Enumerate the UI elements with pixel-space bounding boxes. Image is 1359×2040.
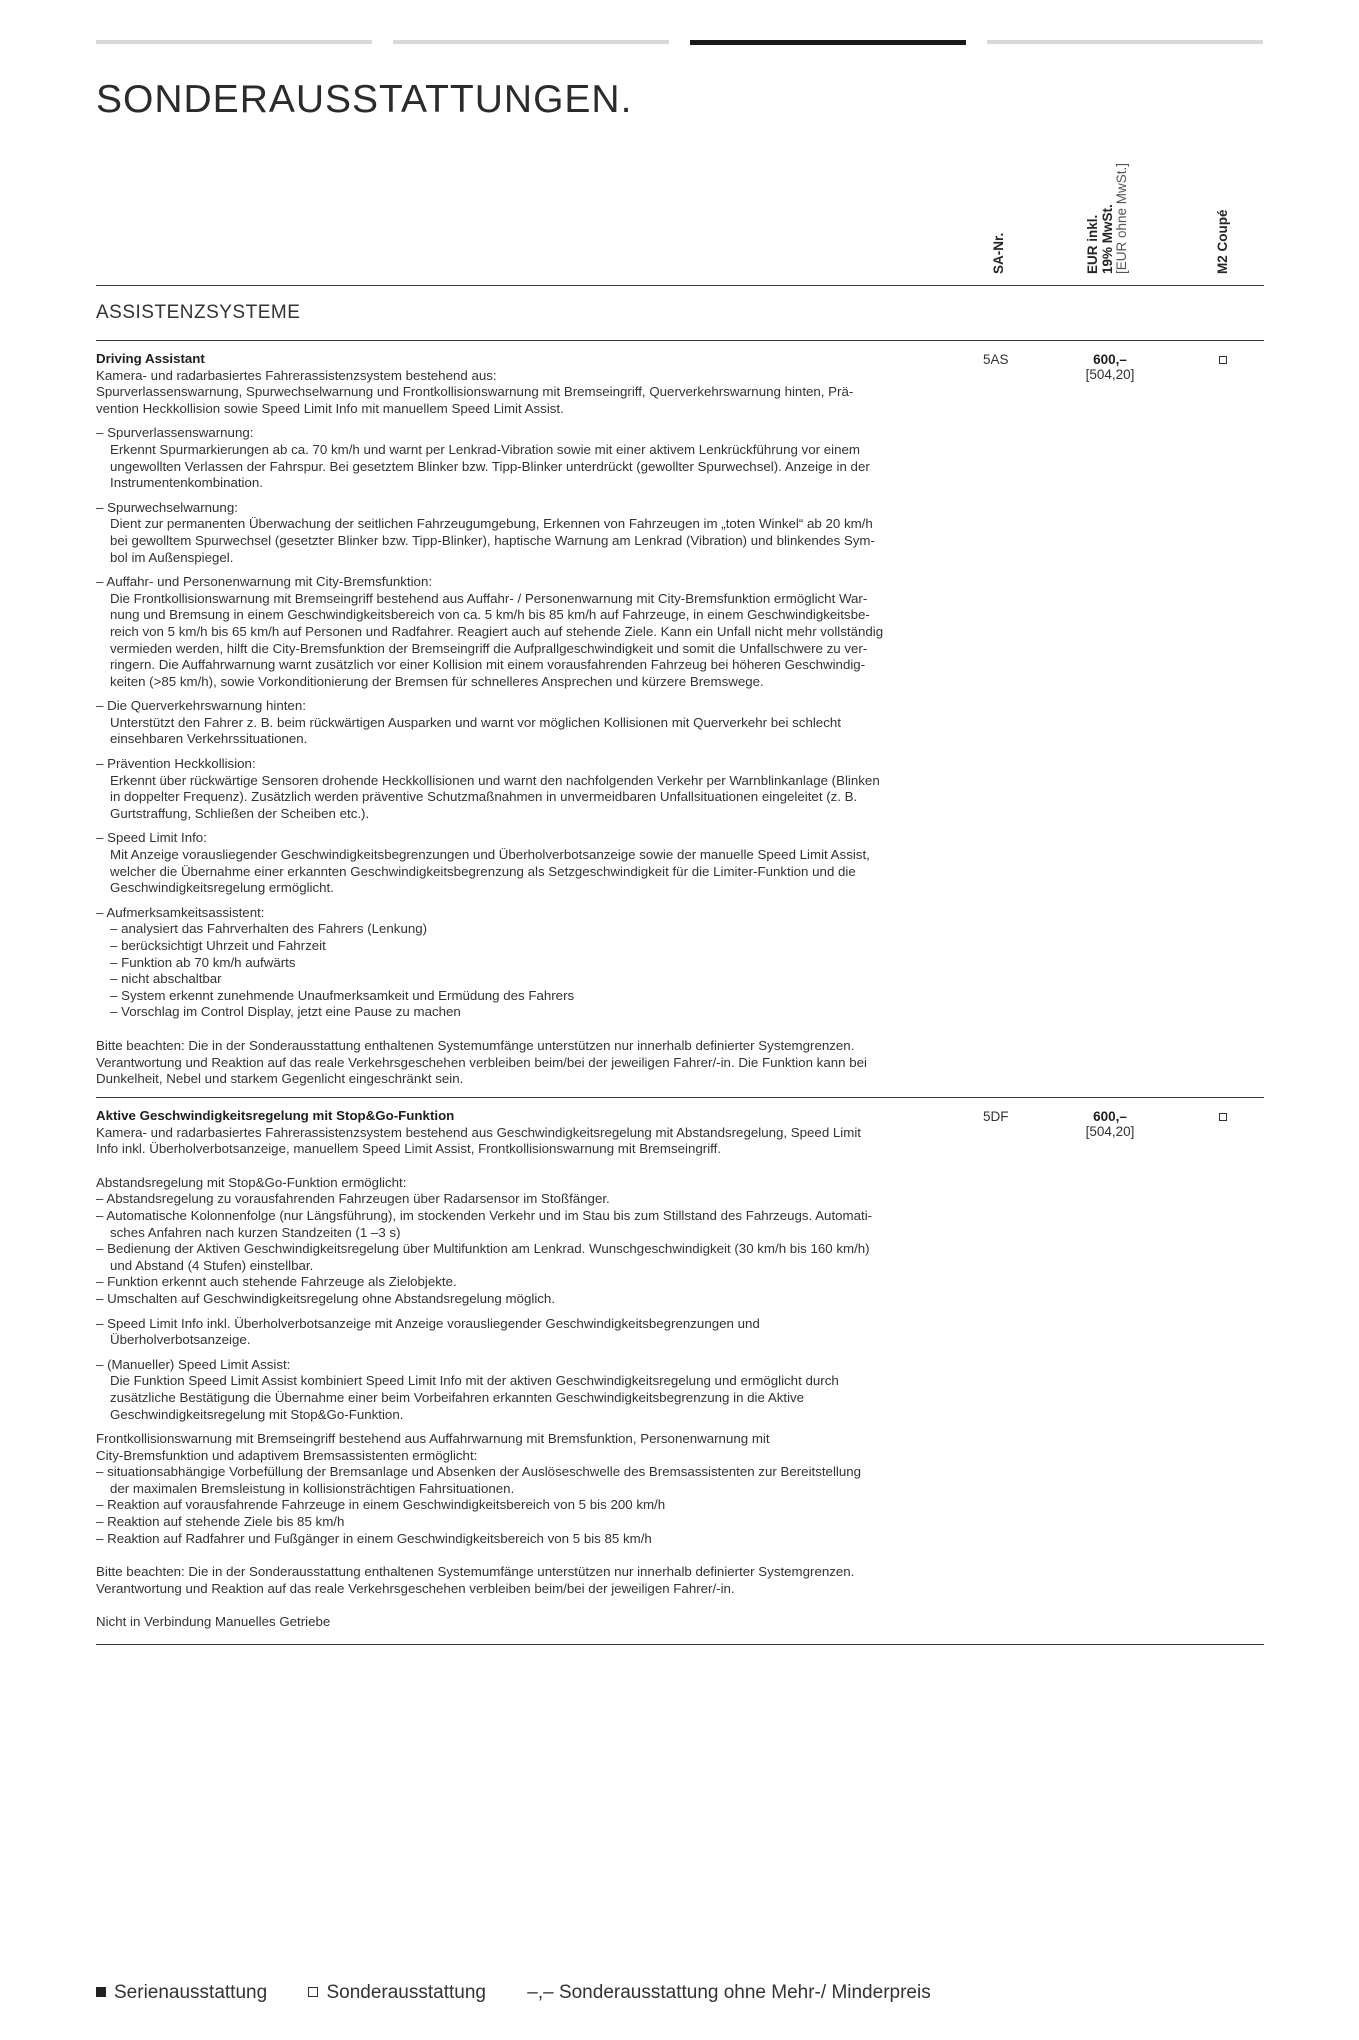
legend bbox=[96, 1982, 967, 2004]
page-title: SONDERAUSSTATTUNGEN. bbox=[96, 78, 633, 121]
item-acc-stop-go-description: Aktive Geschwindigkeitsregelung mit Stop&Go-Funktion Kamera- und radarbasiertes Fahrerassistenzsystem bestehend aus Geschwindigkeitsregelung mit Abstandsregelung, Speed Limit Info inkl. Überholverbotsanzeige, manuellem Speed Limit Assist, Frontkollisionswarnung mit Bremseingriff. Abstandsregelung mit Stop&Go-Funktion ermöglicht: – Abstandsregelung zu vorausfahrenden Fahrzeugen über Radarsensor im Stoßfänger. – Automatische Kolonnenfolge (nur Längsführung), im stockenden Verkehr und im Stau bis zum Stillstand des Fahrzeugs. Automati- sches Anfahren nach kurzen Standzeiten (1 –3 s) – Bedienung der Aktiven Geschwindigkeitsregelung über Multifunktion am Lenkrad. Wunschgeschwindigkeit (30 km/h bis 160 km/h) und Abstand (4 Stufen) einstellbar. – Funktion erkennt auch stehende Fahrzeuge als Zielobjekte. – Umschalten auf Geschwindigkeitsregelung ohne Abstandsregelung möglich. – Speed Limit Info inkl. Überholverbotsanzeige mit Anzeige vorausliegender Geschwindigkeitsbegrenzungen und Überholverbotsanzeige. – (Manueller) Speed Limit Assist: Die Funktion Speed Limit Assist kombiniert Speed Limit Info mit der aktiven Geschwindigkeitsregelung und ermöglicht durch zusätzliche Bestätigung die Übernahme einer beim Vorbeifahren erkannten Geschwindigkeitsbegrenzung in die Aktive Geschwindigkeitsregelung mit Stop&Go-Funktion. Frontkollisionswarnung mit Bremseingriff bestehend aus Auffahrwarnung mit Bremsfunktion, Personenwarnung mit City-Bremsfunktion und adaptivem Bremsassistenten ermöglicht: – situationsabhängige Vorbefüllung der Bremsanlage und Absenken der Auslöseschwelle des Bremsassistenten zur Bereitstellung der maximalen Bremsleistung in kollisionsträchtigen Fahrsituationen. – Reaktion auf vorausfahrende Fahrzeuge in einem Geschwindigkeitsbereich von 5 bis 200 km/h – Reaktion auf stehende Ziele bis 85 km/h – Reaktion auf Radfahrer und Fußgänger in einem Geschwindigkeitsbereich von 5 bis 85 km/h Bitte beachten: Die in der Sonderausstattung enthaltenen Systemumfänge unterstützen nur innerhalb definierter Systemgrenzen. Verantwortung und Reaktion auf das reale Verkehrsgeschehen verbleiben beim/bei der jeweiligen Fahrer/-in. Nicht in Verbindung Manuelles Getriebe bbox=[96, 1108, 956, 1631]
filled-square-icon bbox=[96, 1987, 106, 1997]
item-driving-assistant-description: Driving Assistant Kamera- und radarbasiertes Fahrerassistenzsystem bestehend aus: Spurverlassenswarnung, Spurwechselwarnung und Frontkollisionswarnung mit Bremseingriff, Querverkehrswarnung hinten, Prä- vention Heckkollision sowie Speed Limit Info mit manuellem Speed Limit Assist. – Spurverlassenswarnung: Erkennt Spurmarkierungen ab ca. 70 km/h und warnt per Lenkrad-Vibration sowie mit einer aktivem Lenkrückführung vor einem ungewollten Verlassen der Fahrspur. Bei gesetztem Blinker bzw. Tipp-Blinker unterdrückt (gewollter Spurwechsel). Anzeige in der Instrumentenkombination. – Spurwechselwarnung: Dient zur permanenten Überwachung der seitlichen Fahrzeugumgebung, Erkennen von Fahrzeugen im „toten Winkel“ ab 20 km/h bei gewolltem Spurwechsel (gesetzter Blinker bzw. Tipp-Blinker), haptische Warnung am Lenkrad (Vibration) und blinkendes Sym- bol im Außenspiegel. – Auffahr- und Personenwarnung mit City-Bremsfunktion: Die Frontkollisionswarnung mit Bremseingriff bestehend aus Auffahr- / Personenwarnung mit City-Bremsfunktion ermöglicht War- nung und Bremsung in einem Geschwindigkeitsbereich von ca. 5 km/h bis 85 km/h auf Fahrzeuge, in einem Geschwindigkeitsbe- reich von 5 km/h bis 65 km/h auf Personen und Radfahrer. Reagiert auch auf stehende Ziele. Kann ein Unfall nicht mehr vollständig vermieden werden, hilft die City-Bremsfunktion der Bremseingriff die Aufprallgeschwindigkeit und somit die Unfallschwere zu ver- ringern. Die Auffahrwarnung warnt zusätzlich vor einer Kollision mit einem vorausfahrenden Fahrzeug bei höheren Geschwindig- keiten (>85 km/h), sowie Vorkonditionierung der Bremsen für schnelleres Ansprechen und kürzere Bremswege. – Die Querverkehrswarnung hinten: Unterstützt den Fahrer z. B. beim rückwärtigen Ausparken und warnt vor möglichen Kollisionen mit Querverkehr bei schlecht einsehbaren Verkehrssituationen. – Prävention Heckkollision: Erkennt über rückwärtige Sensoren drohende Heckkollisionen und warnt den nachfolgenden Verkehr per Warnblinkanlage (Blinken in doppelter Frequenz). Zusätzlich werden präventive Schutzmaßnahmen in unvermeidbaren Unfallsituationen eingeleitet (z. B. Gurtstraffung, Schließen der Scheiben etc.). – Speed Limit Info: Mit Anzeige vorausliegender Geschwindigkeitsbegrenzungen und Überholverbotsanzeige sowie der manuelle Speed Limit Assist, welcher die Übernahme einer erkannten Geschwindigkeitsbegrenzung als Setzgeschwindigkeit für die Limiter-Funktion und die Geschwindigkeitsregelung ermöglicht. – Aufmerksamkeitsassistent: – analysiert das Fahrverhalten des Fahrers (Lenkung) – berücksichtigt Uhrzeit und Fahrzeit – Funktion ab 70 km/h aufwärts – nicht abschaltbar – System erkennt zunehmende Unaufmerksamkeit und Ermüdung des Fahrers – Vorschlag im Control Display, jetzt eine Pause zu machen Bitte beachten: Die in der Sonderausstattung enthaltenen Systemumfänge unterstützen nur innerhalb definierter Systemgrenzen. Verantwortung und Reaktion auf das reale Verkehrsgeschehen verbleiben beim/bei der jeweiligen Fahrer/-in. Die Funktion kann bei Dunkelheit, Nebel und starkem Gegenlicht eingeschränkt sein. bbox=[96, 351, 956, 1088]
progress-segment-2 bbox=[393, 40, 669, 44]
page-progress bbox=[96, 40, 1264, 46]
item-sa-nr: 5AS bbox=[983, 352, 1009, 367]
item-name: Driving Assistant bbox=[96, 351, 205, 366]
item-price: 600,– [504,20] bbox=[1085, 352, 1135, 382]
column-header-price: EUR inkl. 19% MwSt. [EUR ohne MwSt.] bbox=[1085, 162, 1129, 274]
optional-equipment-icon bbox=[1219, 356, 1227, 364]
legend-optional: Sonderausstattung bbox=[308, 1982, 486, 2004]
section-title: ASSISTENZSYSTEME bbox=[96, 302, 301, 323]
item-name: Aktive Geschwindigkeitsregelung mit Stop&Go-Funktion bbox=[96, 1108, 455, 1123]
section-rule bbox=[96, 340, 1264, 341]
progress-segment-1 bbox=[96, 40, 372, 44]
header-rule bbox=[96, 285, 1264, 286]
empty-square-icon bbox=[308, 1987, 318, 1997]
legend-standard: Serienausstattung bbox=[96, 1982, 267, 2004]
progress-segment-3-active bbox=[690, 40, 966, 45]
column-header-sa-nr: SA-Nr. bbox=[991, 232, 1006, 274]
end-rule bbox=[96, 1644, 1264, 1645]
column-header-model: M2 Coupé bbox=[1215, 209, 1230, 274]
item-sa-nr: 5DF bbox=[983, 1109, 1009, 1124]
item-price: 600,– [504,20] bbox=[1085, 1109, 1135, 1139]
optional-equipment-icon bbox=[1219, 1113, 1227, 1121]
progress-segment-4 bbox=[987, 40, 1263, 44]
legend-no-charge: –,– Sonderausstattung ohne Mehr-/ Minderpreis bbox=[527, 1982, 931, 2003]
item-rule bbox=[96, 1097, 1264, 1098]
